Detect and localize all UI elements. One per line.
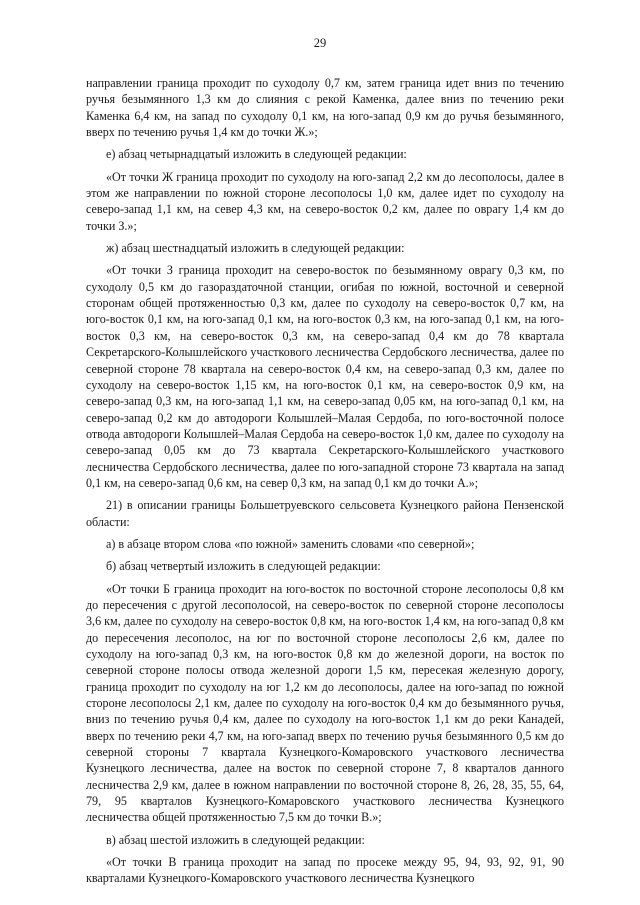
paragraph: «От точки З граница проходит на северо-восток по безымянному оврагу 0,3 км, по суходолу 0,5 км до газораздаточной станции, огибая по южной, восточной и северной сторонам общей протяженностью 0,3 км, далее по суходолу на северо-восток 0,7 км, на юго-восток 0,1 км, на юго-запад 0,1 км, на юго-восток 0,3 км, на юго-запад 0,1 км, на юго-восток 0,3 км, на северо-восток 0,3 км, на северо-запад 0,4 км до 78 квартала Секретарского-Колышлейского участкового лесничества Сердобского лесничества, далее по северной стороне 78 квартала на северо-восток 0,4 км, на северо-запад 0,3 км, далее по суходолу на северо-восток 1,15 км, на юго-восток 0,1 км, на северо-восток 0,9 км, на северо-запад 0,3 км, на юго-запад 1,1 км, на северо-запад 0,05 км, на юго-запад 0,1 км, на северо-запад 0,2 км до автодороги Колышлей–Малая Сердоба, по юго-восточной полосе отвода автодороги Колышлей–Малая Сердоба на северо-восток 1,0 км, далее по суходолу на северо-запад 0,05 км до 73 квартала Секретарского-Колышлейского участкового лесничества Сердобского лесничества, далее по юго-западной стороне 73 квартала на запад 0,1 км, на северо-запад 0,6 км, на север 0,3 км, на запад 0,1 км до точки А.»; <box>86 263 564 490</box>
page-number: 29 <box>313 36 327 50</box>
paragraph: а) в абзаце втором слова «по южной» заменить словами «по северной»; <box>106 536 475 551</box>
document-body <box>86 75 564 887</box>
paragraph: «От точки В граница проходит на запад по просеке между 95, 94, 93, 92, 91, 90 кварталами Кузнецкого-Комаровского участкового лесничества Кузнецкого <box>86 855 564 886</box>
paragraph: «От точки Б граница проходит на юго-восток по восточной стороне лесополосы 0,8 км до пересечения с другой лесополосой, на северо-восток по северной стороне лесополосы 3,6 км, далее по суходолу на северо-восток 0,8 км, на юго-восток 1,4 км, на юго-запад 0,8 км до пересечения лесополос, на юг по восточной стороне лесополосы 2,6 км, далее по суходолу на юго-запад 0,3 км, на юго-восток 0,8 км до железной дороги, на восток по северной стороне полосы отвода железной дороги 1,5 км, пересекая железную дорогу, граница проходит по суходолу на юг 1,2 км до лесополосы, далее на юго-запад по южной стороне лесополосы 2,1 км, далее по суходолу на юго-восток 0,4 км до безымянного ручья, вниз по течению ручья 0,4 км, далее по суходолу на юго-восток 1,1 км до реки Канадей, вверх по течению реки 4,7 км, на юго-запад вверх по течению ручья безымянного 0,5 км до северной стороны 7 квартала Кузнецкого-Комаровского участкового лесничества Кузнецкого лесничества, далее на восток по северной стороне 7, 8 кварталов данного лесничества 2,9 км, далее в южном направлении по восточной стороне 8, 26, 28, 35, 55, 64, 79, 95 кварталов Кузнецкого-Комаровского участкового лесничества Кузнецкого лесничества общей протяженностью 7,5 км до точки В.»; <box>86 581 564 825</box>
paragraph: «От точки Ж граница проходит по суходолу на юго-запад 2,2 км до лесополосы, далее в этом же направлении по южной стороне лесополосы 1,0 км, далее идет по суходолу на северо-запад 1,1 км, на север 4,3 км, на северо-восток 0,2 км, далее по оврагу 1,4 км до точки З.»; <box>86 169 564 233</box>
paragraph: е) абзац четырнадцатый изложить в следующей редакции: <box>106 147 407 162</box>
paragraph: 21) в описании границы Большетруевского сельсовета Кузнецкого района Пензенской области: <box>86 498 564 529</box>
paragraph: в) абзац шестой изложить в следующей редакции: <box>106 832 365 847</box>
paragraph: б) абзац четвертый изложить в следующей редакции: <box>106 559 381 574</box>
paragraph: ж) абзац шестнадцатый изложить в следующей редакции: <box>106 241 405 256</box>
paragraph: направлении граница проходит по суходолу 0,7 км, затем граница идет вниз по течению ручья безымянного 1,3 км до слияния с рекой Каменка, далее вниз по течению реки Каменка 6,4 км, на запад по суходолу 0,1 км, на юго-запад 0,9 км до ручья безымянного, вверх по течению ручья 1,4 км до точки Ж.»; <box>86 76 564 140</box>
